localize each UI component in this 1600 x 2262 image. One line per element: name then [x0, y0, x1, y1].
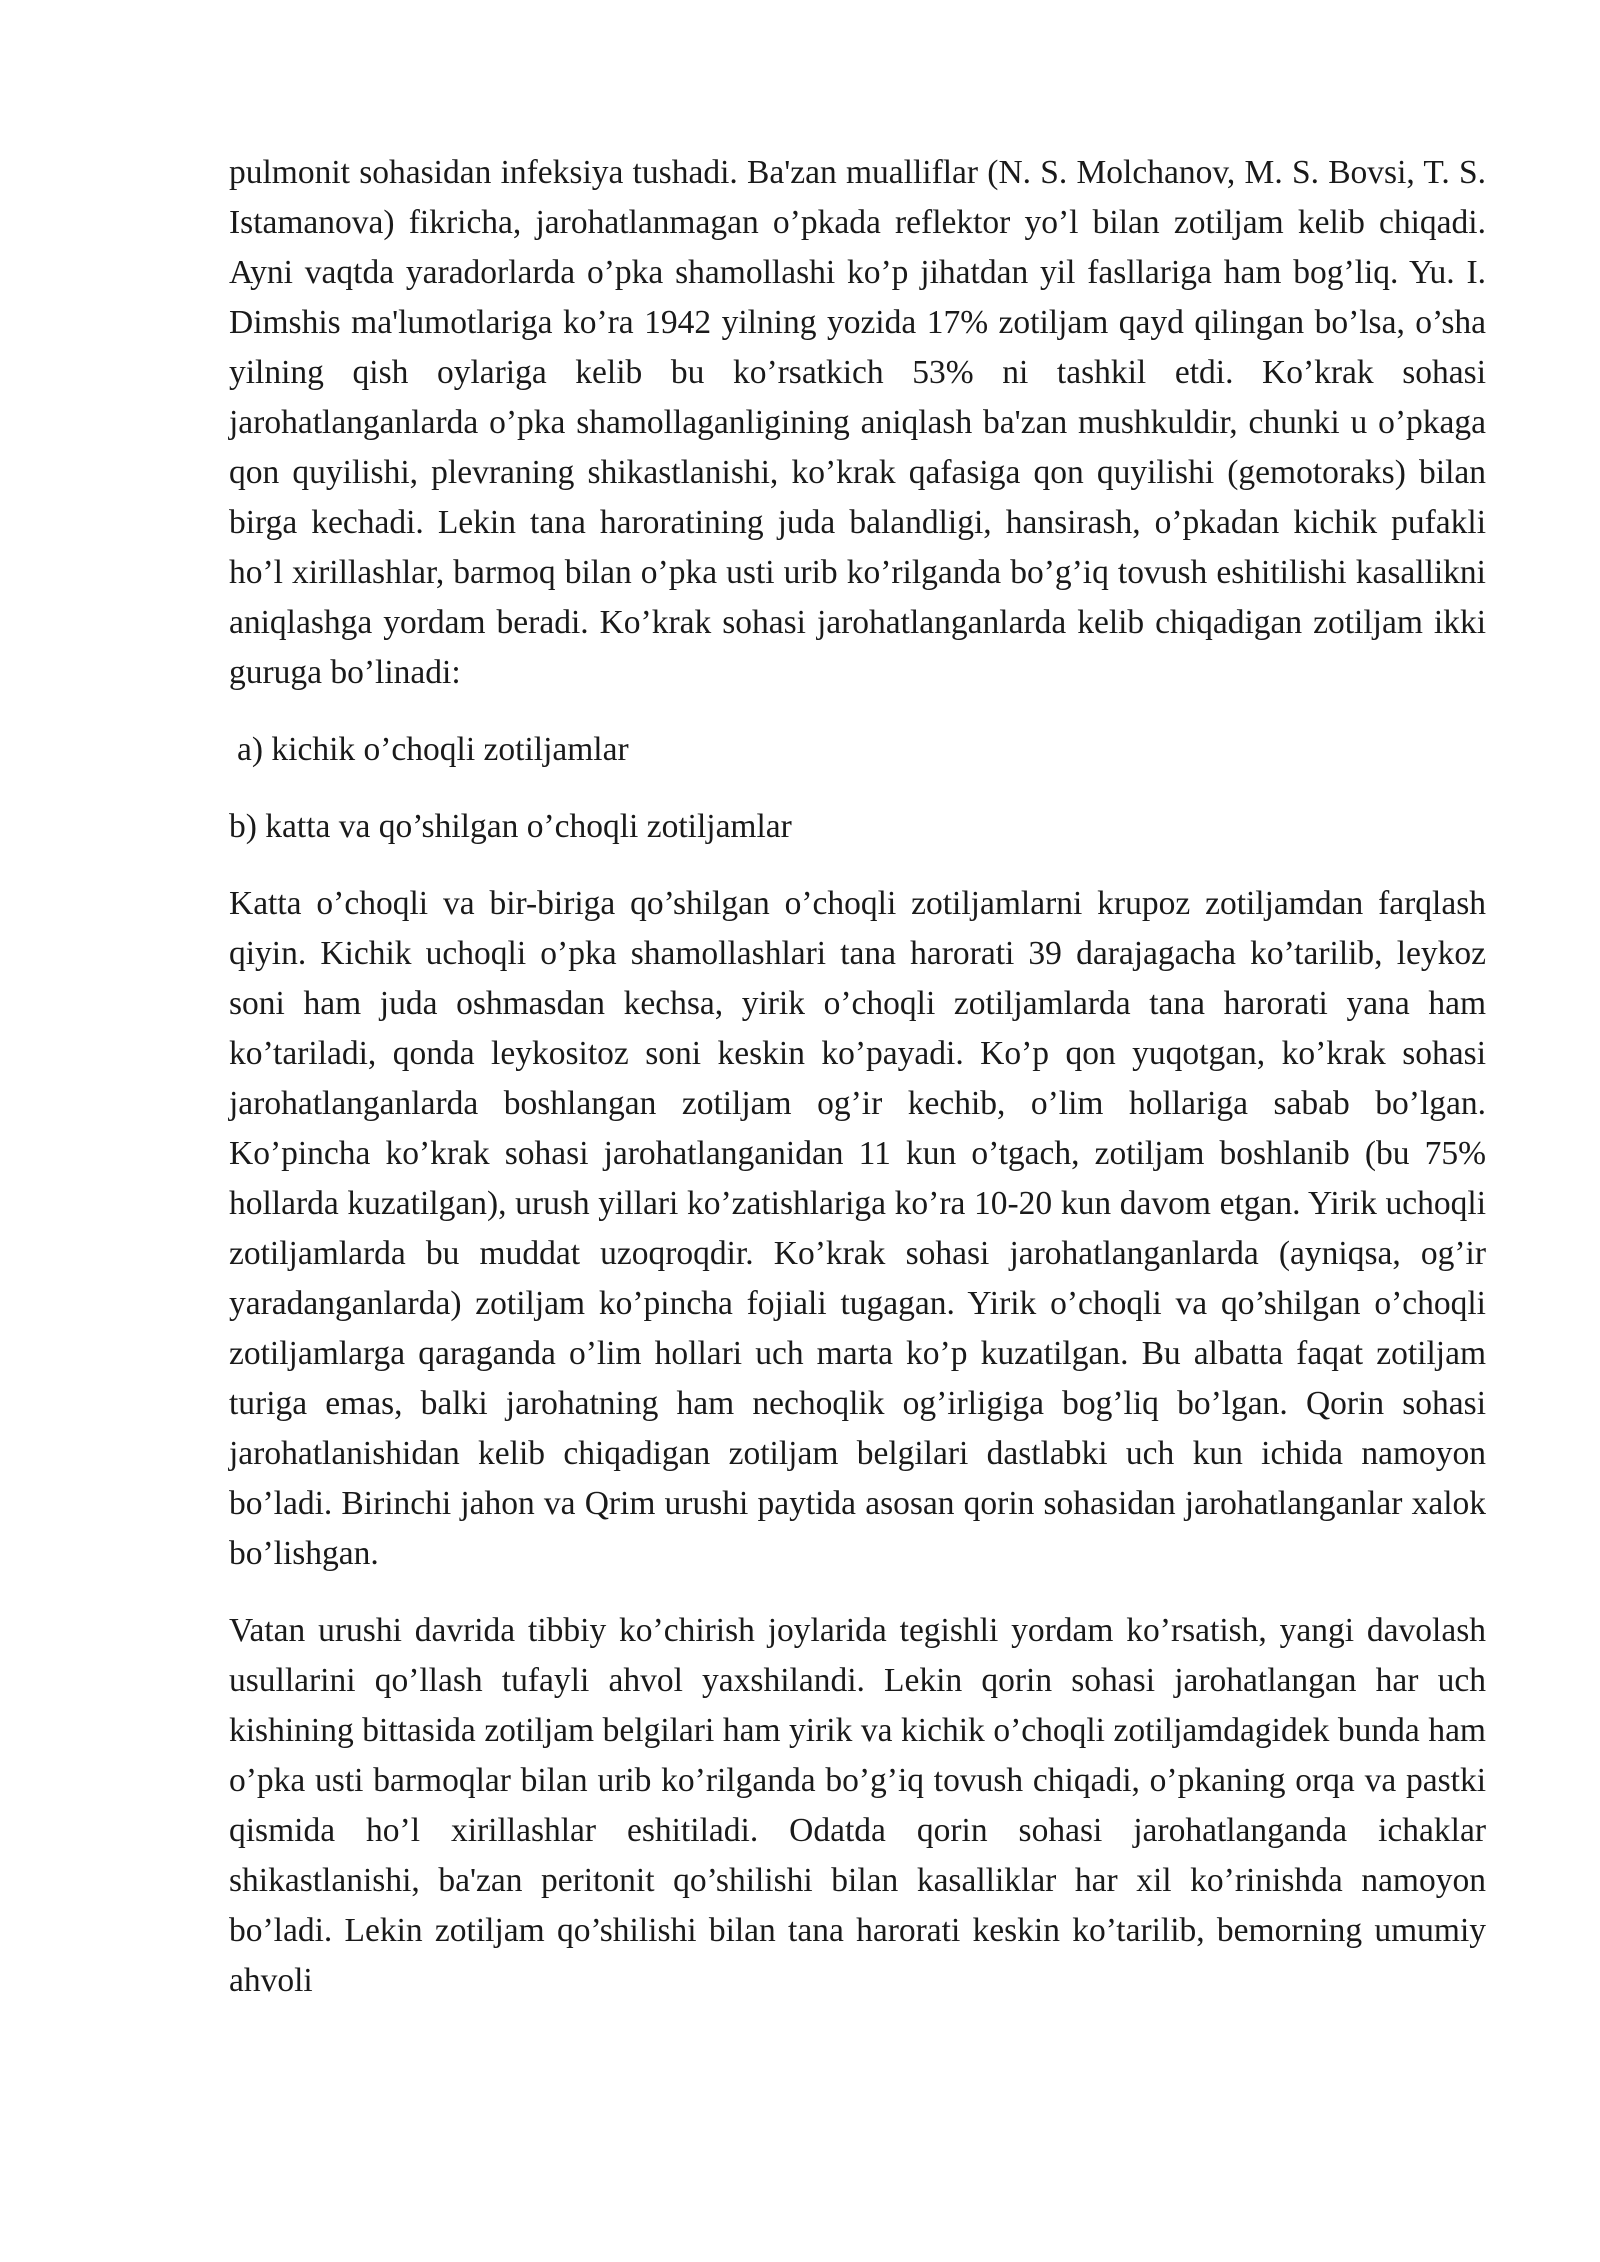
- paragraph-intro: pulmonit sohasidan infeksiya tushadi. Ba'zan mualliflar (N. S. Molchanov, M. S. Bovsi, T. S. Istamanova) fikricha, jarohatlanmagan o’pkada reflektor yo’l bilan zotiljam kelib chiqadi. Ayni vaqtda yaradorlarda o’pka shamollashi ko’p jihatdan yil fasllariga ham bog’liq. Yu. I. Dimshis ma'lumotlariga ko’ra 1942 yilning yozida 17% zotiljam qayd qilingan bo’lsa, o’sha yilning qish oylariga kelib bu ko’rsatkich 53% ni tashkil etdi. Ko’krak sohasi jarohatlanganlarda o’pka shamollaganligining aniqlash ba'zan mushkuldir, chunki u o’pkaga qon quyilishi, plevraning shikastlanishi, ko’krak qafasiga qon quyilishi (gemotoraks) bilan birga kechadi. Lekin tana haroratining juda balandligi, hansirash, o’pkadan kichik pufakli ho’l xirillashlar, barmoq bilan o’pka usti urib ko’rilganda bo’g’iq tovush eshitilishi kasallikni aniqlashga yordam beradi. Ko’krak sohasi jarohatlanganlarda kelib chiqadigan zotiljam ikki guruga bo’linadi:: [229, 154, 1486, 691]
- paragraph-continuation: Vatan urushi davrida tibbiy ko’chirish joylarida tegishli yordam ko’rsatish, yangi davolash usullarini qo’llash tufayli ahvol yaxshilandi. Lekin qorin sohasi jarohatlangan har uch kishining bittasida zotiljam belgilari ham yirik va kichik o’choqli zotiljamdagidek bunda ham o’pka usti barmoqlar bilan urib ko’rilganda bo’g’iq tovush chiqadi, o’pkaning orqa va pastki qismida ho’l xirillashlar eshitiladi. Odatda qorin sohasi jarohatlanganda ichaklar shikastlanishi, ba'zan peritonit qo’shilishi bilan kasalliklar har xil ko’rinishda namoyon bo’ladi. Lekin zotiljam qo’shilishi bilan tana harorati keskin ko’tarilib, bemorning umumiy ahvoli: [229, 1612, 1486, 1999]
- list-item-b: b) katta va qo’shilgan o’choqli zotiljamlar: [229, 808, 792, 845]
- paragraph-body: Katta o’choqli va bir-biriga qo’shilgan o’choqli zotiljamlarni krupoz zotiljamdan farqlash qiyin. Kichik uchoqli o’pka shamollashlari tana harorati 39 darajagacha ko’tarilib, leykoz soni ham juda oshmasdan kechsa, yirik o’choqli zotiljamlarda tana harorati yana ham ko’tariladi, qonda leykositoz soni keskin ko’payadi. Ko’p qon yuqotgan, ko’krak sohasi jarohatlanganlarda boshlangan zotiljam og’ir kechib, o’lim hollariga sabab bo’lgan. Ko’pincha ko’krak sohasi jarohatlanganidan 11 kun o’tgach, zotiljam boshlanib (bu 75% hollarda kuzatilgan), urush yillari ko’zatishlariga ko’ra 10-20 kun davom etgan. Yirik uchoqli zotiljamlarda bu muddat uzoqroqdir. Ko’krak sohasi jarohatlanganlarda (ayniqsa, og’ir yaradanganlarda) zotiljam ko’pincha fojiali tugagan. Yirik o’choqli va qo’shilgan o’choqli zotiljamlarga qaraganda o’lim hollari uch marta ko’p kuzatilgan. Bu albatta faqat zotiljam turiga emas, balki jarohatning ham nechoqlik og’irligiga bog’liq bo’lgan. Qorin sohasi jarohatlanishidan kelib chiqadigan zotiljam belgilari dastlabki uch kun ichida namoyon bo’ladi. Birinchi jahon va Qrim urushi paytida asosan qorin sohasidan jarohatlanganlar xalok bo’lishgan.: [229, 885, 1486, 1572]
- list-item-a: a) kichik o’choqli zotiljamlar: [237, 731, 629, 768]
- document-page: [229, 148, 1486, 2006]
